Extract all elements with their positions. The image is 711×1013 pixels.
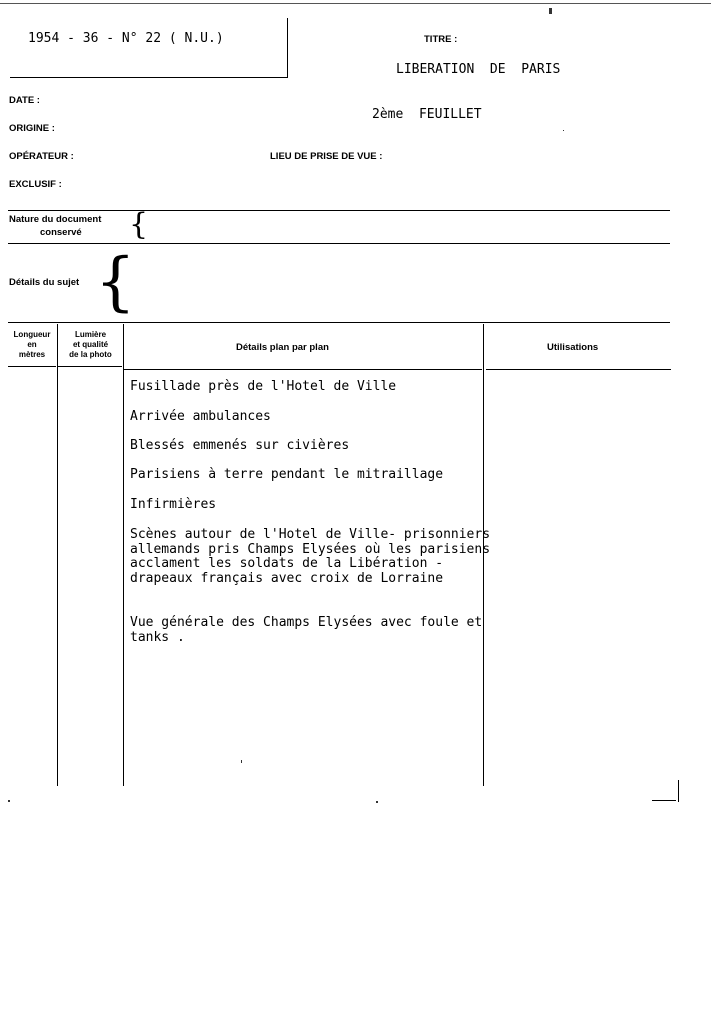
operateur-label: OPÉRATEUR : [9,151,74,162]
top-edge-line [0,3,711,4]
speck [241,760,242,763]
col-header-lumiere-line2: et qualité [72,340,109,349]
shot-entry-6: Scènes autour de l'Hotel de Ville- prisonniers allemands pris Champs Elysées où les parisiens acclament les soldats de la Libération - drapeaux français avec croix de Lorraine [130,527,491,586]
shot-entry-5: Infirmières [130,497,217,512]
reference-box-right-border [287,18,288,78]
nature-brace: { [129,207,149,242]
shot-entry-1: Fusillade près de l'Hotel de Ville [130,379,397,394]
table-divider-1 [57,324,58,786]
col-header-details: Détails plan par plan [236,342,329,353]
speck [376,801,378,803]
nature-top-rule [8,210,670,211]
col-header-lumiere-line1: Lumière [74,330,107,339]
col-header-lumiere-line3: de la photo [69,350,112,359]
reference-box-bottom-border [10,77,288,78]
title-value: LIBERATION DE PARIS [396,62,561,77]
table-divider-2 [123,324,124,786]
nature-label-line1: Nature du document [9,214,102,225]
lieu-label: LIEU DE PRISE DE VUE : [270,151,383,162]
col-header-longueur-line2: en [27,340,37,349]
shot-entry-3: Blessés emmenés sur civières [130,438,350,453]
header-rule-lumiere [58,366,122,367]
details-sujet-brace: { [95,245,136,319]
speck [549,8,552,14]
details-sujet-label: Détails du sujet [9,277,80,288]
header-rule-utilisations [486,369,671,370]
col-header-longueur [7,330,57,360]
col-header-utilisations: Utilisations [547,342,599,353]
title-label: TITRE : [424,34,458,45]
speck [563,130,564,131]
exclusif-label: EXCLUSIF : [9,179,62,190]
shot-entry-7: Vue générale des Champs Elysées avec foule et tanks . [130,615,483,645]
origine-label: ORIGINE : [9,123,55,134]
header-rule-details [124,369,482,370]
col-header-longueur-line3: mètres [18,350,46,359]
shot-entry-4: Parisiens à terre pendant le mitraillage [130,467,444,482]
speck [8,800,10,802]
date-label: DATE : [9,95,40,106]
col-header-longueur-line1: Longueur [13,330,51,339]
nature-label-line2: conservé [40,227,82,238]
shot-entry-2: Arrivée ambulances [130,409,271,424]
reference-number: 1954 - 36 - N° 22 ( N.U.) [28,31,224,46]
col-header-lumiere [58,330,123,360]
bottom-right-mark [652,800,676,801]
right-edge-mark [678,780,679,802]
sheet-number: 2ème FEUILLET [372,107,482,122]
details-sujet-bottom-rule [8,322,670,323]
header-rule-longueur [8,366,56,367]
